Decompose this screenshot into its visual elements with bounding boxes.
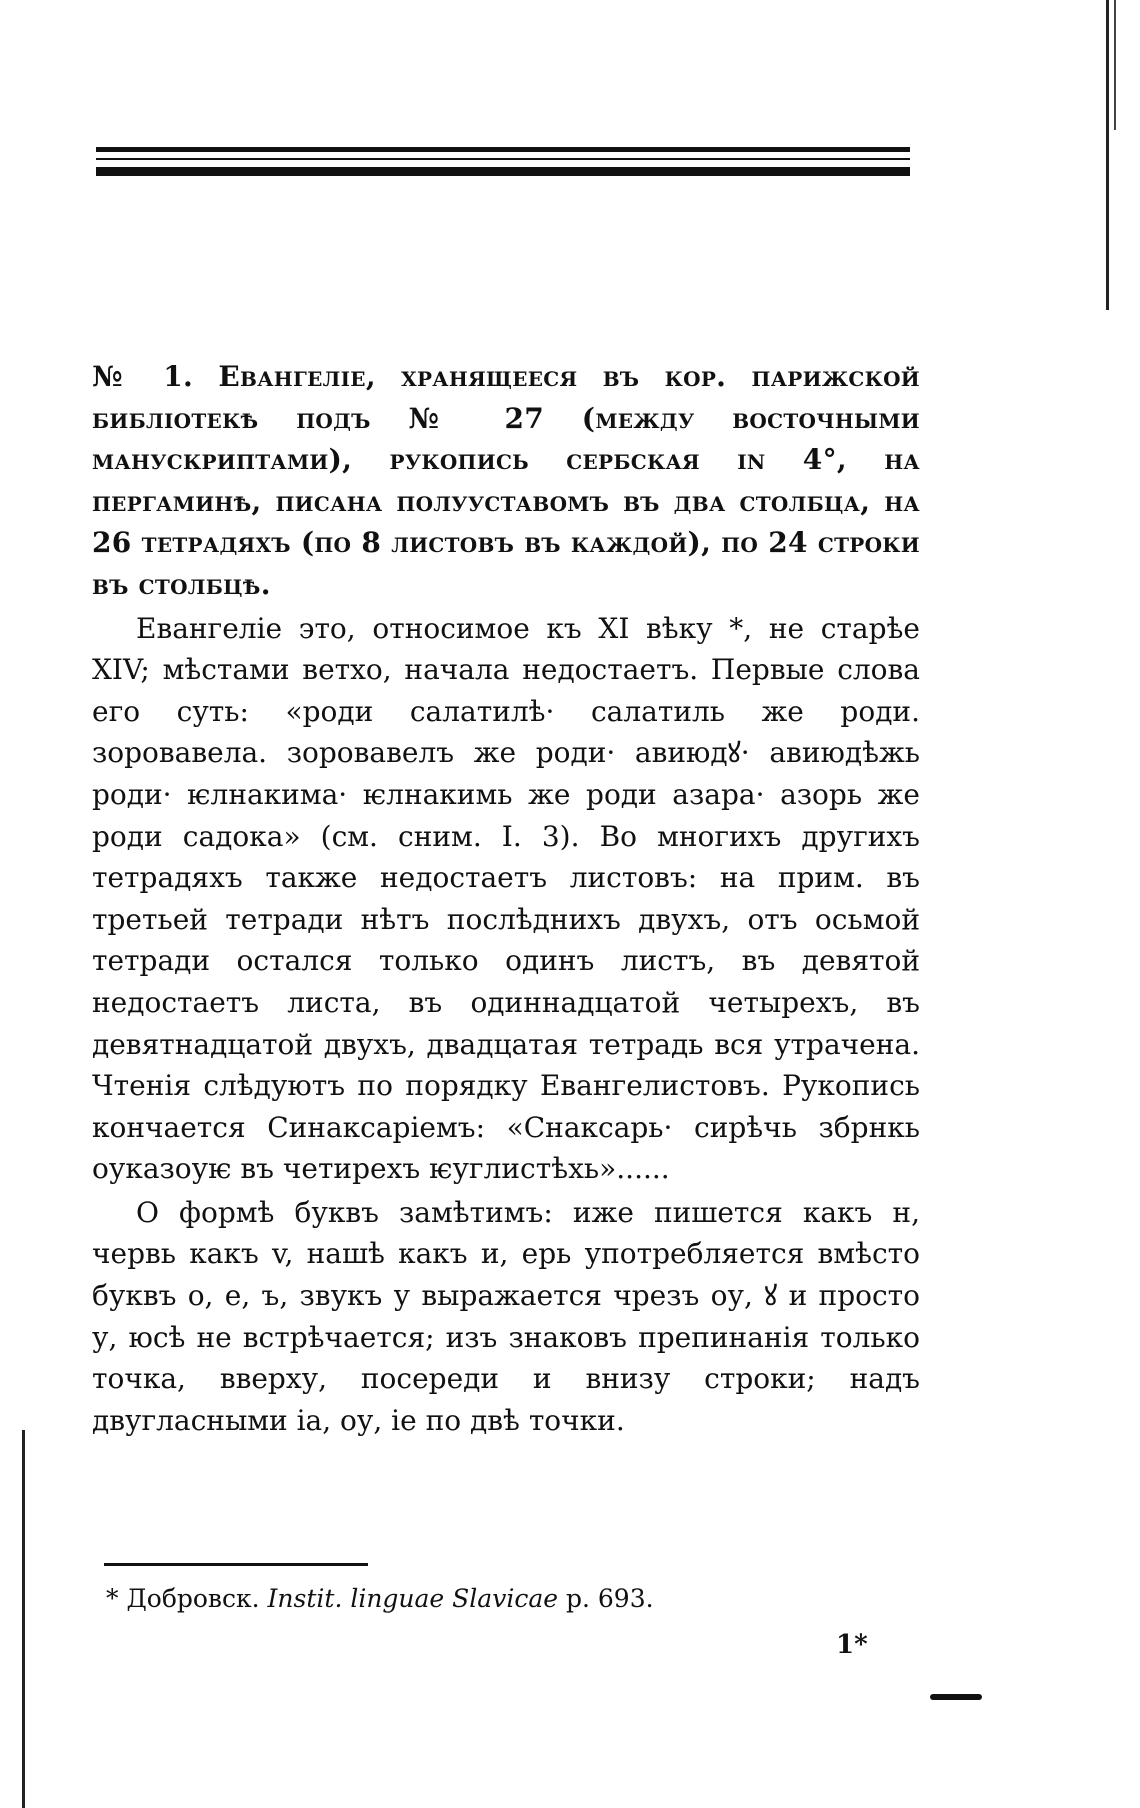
printer-dash	[930, 1694, 982, 1700]
page-edge-right-inner	[1114, 0, 1116, 130]
main-text	[92, 356, 920, 1441]
entry-heading: № 1. Евангеліе, хранящееся въ кор. парижской библіотекѣ подъ № 27 (между восточными манускриптами), рукопись сербская in 4°, на пергаминѣ, писана полууставомъ въ два столбца, на 26 тетрадяхъ (по 8 листовъ въ каждой), по 24 строки въ столбцѣ.	[92, 360, 920, 601]
footnote-page: p. 693.	[565, 1584, 654, 1613]
footnote-author: Добровск.	[126, 1584, 260, 1613]
signature-mark: 1*	[836, 1630, 868, 1660]
paragraph-2: О формѣ буквъ замѣтимъ: иже пишется какъ н, червь какъ v, нашѣ какъ и, ерь употребляется вмѣсто буквъ о, е, ъ, звукъ у выражается чрезъ оу, ꙋ и просто у, юсѣ не встрѣчается; изъ знаковъ препинанія только точка, вверху, посереди и внизу строки; надъ двугласными іа, оу, іе по двѣ точки.	[92, 1195, 920, 1437]
page-edge-right	[1106, 0, 1109, 310]
footnote	[106, 1583, 806, 1615]
footnote-mark: *	[106, 1584, 119, 1613]
paragraph-1: Евангеліе это, относимое къ XI вѣку *, не старѣе XIV; мѣстами ветхо, начала недостаетъ. Первые слова его суть: «роди салатилѣ· салатиль же роди. зоровавела. зоровавелъ же роди· авиюдꙋ· авиюдѣжь роди· ѥлнакима· ѥлнакимь же роди азара· азорь же роди садока» (см. сним. I. 3). Во многихъ другихъ тетрадяхъ также недостаетъ листовъ: на прим. въ третьей тетради нѣтъ послѣднихъ двухъ, отъ осьмой тетради остался только одинъ листъ, въ девятой недостаетъ листа, въ одиннадцатой четырехъ, въ девятнадцатой двухъ, двадцатая тетрадь вся утрачена. Чтенія слѣдуютъ по порядку Евангелистовъ. Рукопись кончается Синаксаріемъ: «Снаксарь· сирѣчь збрнкь оуказоуѥ въ четирехъ ѥуглистѣхь»......	[92, 611, 920, 1186]
page-edge-left	[22, 1430, 25, 1808]
footnote-title: Instit. linguae Slavicae	[267, 1584, 559, 1613]
footnote-rule	[104, 1563, 368, 1566]
header-rule	[96, 147, 910, 176]
